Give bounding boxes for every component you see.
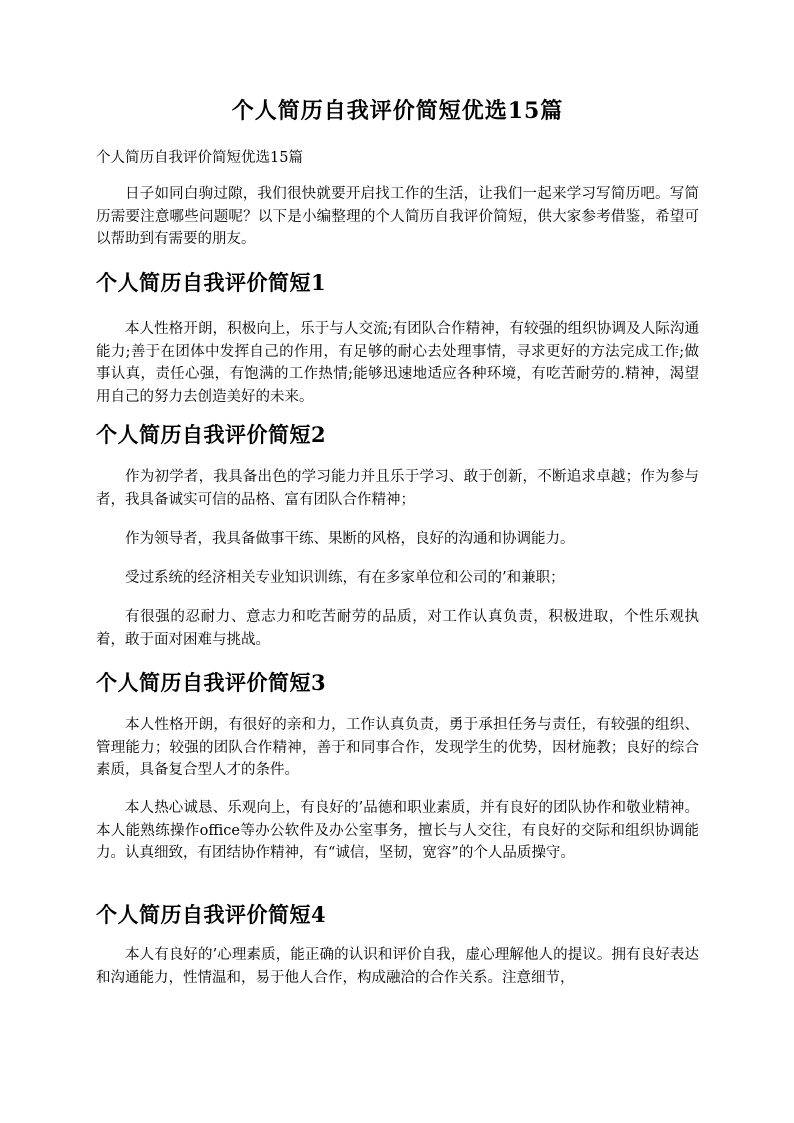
intro-paragraph: 日子如同白驹过隙，我们很快就要开启找工作的生活，让我们一起来学习写简历吧。写简历需要注意哪些问题呢？以下是小编整理的个人简历自我评价简短，供大家参考借鉴，希望可以帮助到有需要的朋友。	[96, 186, 699, 247]
section-2-paragraph-2: 作为领导者，我具备做事干练、果断的风格，良好的沟通和协调能力。	[125, 531, 575, 547]
document-title: 个人简历自我评价简短优选15篇	[231, 98, 564, 124]
section-3-paragraph-2: 本人热心诚恳、乐观向上，有良好的’品德和职业素质，并有良好的团队协作和敬业精神。本人能熟练操作office等办公软件及办公室事务，擅长与人交往，有良好的交际和组织协调能力。认真细致，有团结协作精神，有“诚信，坚韧，宽容”的个人品质操守。	[96, 800, 699, 861]
section-4-paragraph-1: 本人有良好的’心理素质，能正确的认识和评价自我，虚心理解他人的提议。拥有良好表达和沟通能力，性情温和，易于他人合作，构成融洽的合作关系。注意细节，	[96, 947, 699, 986]
section-1-heading: 个人简历自我评价简短1	[96, 270, 327, 295]
section-2-heading: 个人简历自我评价简短2	[96, 422, 327, 447]
section-2-paragraph-1: 作为初学者，我具备出色的学习能力并且乐于学习、敢于创新，不断追求卓越；作为参与者，我具备诚实可信的品格、富有团队合作精神；	[96, 469, 699, 508]
section-2-paragraph-3: 受过系统的经济相关专业知识训练，有在多家单位和公司的’和兼职；	[125, 570, 565, 586]
section-4-heading: 个人简历自我评价简短4	[96, 902, 327, 927]
section-1-paragraph-1: 本人性格开朗，积极向上，乐于与人交流;有团队合作精神，有较强的组织协调及人际沟通能力;善于在团体中发挥自己的作用，有足够的耐心去处理事情，寻求更好的方法完成工作;做事认真，责任心强，有饱满的工作热情;能够迅速地适应各种环境，有吃苦耐劳的.精神，渴望用自己的努力去创造美好的未来。	[96, 321, 699, 405]
document-subtitle: 个人简历自我评价简短优选15篇	[96, 150, 303, 166]
section-3-paragraph-1: 本人性格开朗，有很好的亲和力，工作认真负责，勇于承担任务与责任，有较强的组织、管理能力；较强的团队合作精神，善于和同事合作，发现学生的优势，因材施教；良好的综合素质，具备复合型人才的条件。	[96, 717, 699, 778]
section-3-heading: 个人简历自我评价简短3	[96, 670, 327, 695]
section-2-paragraph-4: 有很强的忍耐力、意志力和吃苦耐劳的品质，对工作认真负责，积极进取，个性乐观执着，敢于面对困难与挑战。	[96, 609, 699, 648]
